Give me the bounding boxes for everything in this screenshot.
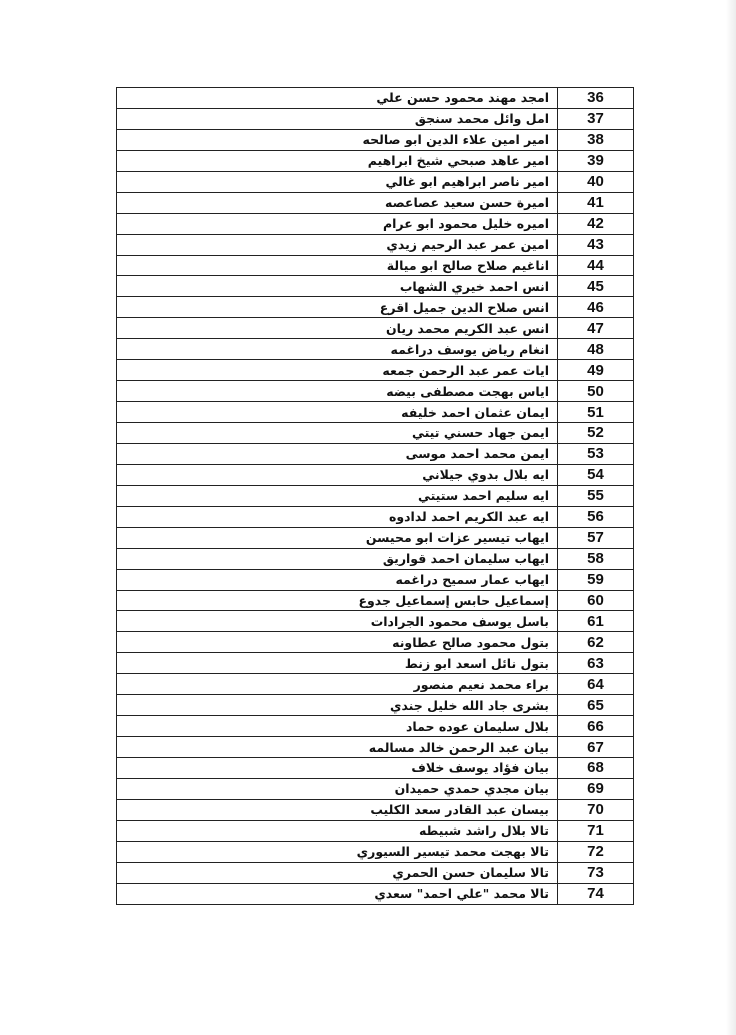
- table-row: [117, 506, 634, 527]
- row-number: 52: [558, 423, 634, 444]
- student-name: بيسان عبد القادر سعد الكليب: [117, 799, 558, 820]
- student-name: ايمن محمد احمد موسى: [117, 443, 558, 464]
- row-number: 39: [558, 150, 634, 171]
- row-number: 50: [558, 381, 634, 402]
- names-table: [116, 87, 634, 905]
- student-name: ايهاب تيسير عزات ابو محيسن: [117, 527, 558, 548]
- row-number: 70: [558, 799, 634, 820]
- table-row: [117, 402, 634, 423]
- student-name: امين عمر عبد الرحيم زيدي: [117, 234, 558, 255]
- student-name: انس عبد الكريم محمد ريان: [117, 318, 558, 339]
- table-row: [117, 737, 634, 758]
- student-name: تالا بلال راشد شبيطه: [117, 820, 558, 841]
- student-name: ايمن جهاد حسني تيتي: [117, 423, 558, 444]
- table-row: [117, 381, 634, 402]
- row-number: 38: [558, 129, 634, 150]
- row-number: 63: [558, 653, 634, 674]
- student-name: امير ناصر ابراهيم ابو غالي: [117, 171, 558, 192]
- row-number: 59: [558, 569, 634, 590]
- student-name: ايه بلال بدوي جيلاني: [117, 464, 558, 485]
- student-name: باسل يوسف محمود الجرادات: [117, 611, 558, 632]
- table-row: [117, 778, 634, 799]
- row-number: 58: [558, 548, 634, 569]
- student-name: تالا بهجت محمد تيسير السيوري: [117, 841, 558, 862]
- row-number: 53: [558, 443, 634, 464]
- row-number: 69: [558, 778, 634, 799]
- student-name: بيان عبد الرحمن خالد مسالمه: [117, 737, 558, 758]
- table-row: [117, 276, 634, 297]
- table-row: [117, 674, 634, 695]
- table-row: [117, 443, 634, 464]
- student-name: امير عاهد صبحي شيخ ابراهيم: [117, 150, 558, 171]
- table-row: [117, 590, 634, 611]
- table-row: [117, 569, 634, 590]
- table-row: [117, 339, 634, 360]
- student-name: تالا سليمان حسن الحمري: [117, 862, 558, 883]
- student-name: ايات عمر عبد الرحمن جمعه: [117, 360, 558, 381]
- row-number: 49: [558, 360, 634, 381]
- student-name: تالا محمد "علي احمد" سعدي: [117, 883, 558, 904]
- table-row: [117, 548, 634, 569]
- row-number: 36: [558, 88, 634, 109]
- row-number: 41: [558, 192, 634, 213]
- student-name: انس احمد خيري الشهاب: [117, 276, 558, 297]
- table-row: [117, 171, 634, 192]
- table-row: [117, 695, 634, 716]
- student-name: ايهاب سليمان احمد قواريق: [117, 548, 558, 569]
- table-row: [117, 611, 634, 632]
- table-row: [117, 318, 634, 339]
- table-row: [117, 527, 634, 548]
- row-number: 74: [558, 883, 634, 904]
- student-name: انغام رياض يوسف دراغمه: [117, 339, 558, 360]
- student-name: ايه سليم احمد ستيتي: [117, 485, 558, 506]
- student-name: امير امين علاء الدين ابو صالحه: [117, 129, 558, 150]
- row-number: 60: [558, 590, 634, 611]
- table-row: [117, 213, 634, 234]
- row-number: 55: [558, 485, 634, 506]
- table-row: [117, 758, 634, 779]
- student-name: بتول محمود صالح عطاونه: [117, 632, 558, 653]
- table-row: [117, 653, 634, 674]
- table-row: [117, 716, 634, 737]
- student-name: اناغيم صلاح صالح ابو ميالة: [117, 255, 558, 276]
- table-row: [117, 255, 634, 276]
- student-name: براء محمد نعيم منصور: [117, 674, 558, 695]
- student-name: امجد مهند محمود حسن علي: [117, 88, 558, 109]
- row-number: 67: [558, 737, 634, 758]
- table-row: [117, 862, 634, 883]
- table-row: [117, 234, 634, 255]
- names-table-body: [117, 88, 634, 905]
- table-row: [117, 108, 634, 129]
- row-number: 61: [558, 611, 634, 632]
- student-name: بتول نائل اسعد ابو زنط: [117, 653, 558, 674]
- row-number: 44: [558, 255, 634, 276]
- student-name: بلال سليمان عوده حماد: [117, 716, 558, 737]
- student-name: اميرة حسن سعيد عصاعصه: [117, 192, 558, 213]
- row-number: 42: [558, 213, 634, 234]
- table-row: [117, 485, 634, 506]
- row-number: 62: [558, 632, 634, 653]
- row-number: 57: [558, 527, 634, 548]
- row-number: 48: [558, 339, 634, 360]
- row-number: 46: [558, 297, 634, 318]
- page-edge-shadow: [726, 0, 736, 1035]
- row-number: 65: [558, 695, 634, 716]
- table-row: [117, 88, 634, 109]
- row-number: 71: [558, 820, 634, 841]
- student-name: اياس بهجت مصطفى بيضه: [117, 381, 558, 402]
- table-row: [117, 799, 634, 820]
- table-row: [117, 464, 634, 485]
- row-number: 51: [558, 402, 634, 423]
- row-number: 45: [558, 276, 634, 297]
- table-row: [117, 820, 634, 841]
- row-number: 56: [558, 506, 634, 527]
- student-name: ايه عبد الكريم احمد لدادوه: [117, 506, 558, 527]
- student-name: ايمان عثمان احمد خليفه: [117, 402, 558, 423]
- table-row: [117, 423, 634, 444]
- row-number: 64: [558, 674, 634, 695]
- row-number: 47: [558, 318, 634, 339]
- row-number: 54: [558, 464, 634, 485]
- row-number: 37: [558, 108, 634, 129]
- row-number: 72: [558, 841, 634, 862]
- table-row: [117, 192, 634, 213]
- row-number: 40: [558, 171, 634, 192]
- student-name: اميره خليل محمود ابو عرام: [117, 213, 558, 234]
- table-row: [117, 632, 634, 653]
- row-number: 68: [558, 758, 634, 779]
- student-name: بشرى جاد الله خليل جندي: [117, 695, 558, 716]
- table-row: [117, 841, 634, 862]
- student-name: إسماعيل حابس إسماعيل جدوع: [117, 590, 558, 611]
- table-row: [117, 883, 634, 904]
- student-name: انس صلاح الدين جميل اقرع: [117, 297, 558, 318]
- row-number: 43: [558, 234, 634, 255]
- row-number: 73: [558, 862, 634, 883]
- table-row: [117, 360, 634, 381]
- student-name: بيان مجدي حمدي حميدان: [117, 778, 558, 799]
- student-name: ايهاب عمار سميح دراغمه: [117, 569, 558, 590]
- table-row: [117, 129, 634, 150]
- row-number: 66: [558, 716, 634, 737]
- table-row: [117, 297, 634, 318]
- student-name: امل وائل محمد سنجق: [117, 108, 558, 129]
- student-name: بيان فؤاد يوسف خلاف: [117, 758, 558, 779]
- table-row: [117, 150, 634, 171]
